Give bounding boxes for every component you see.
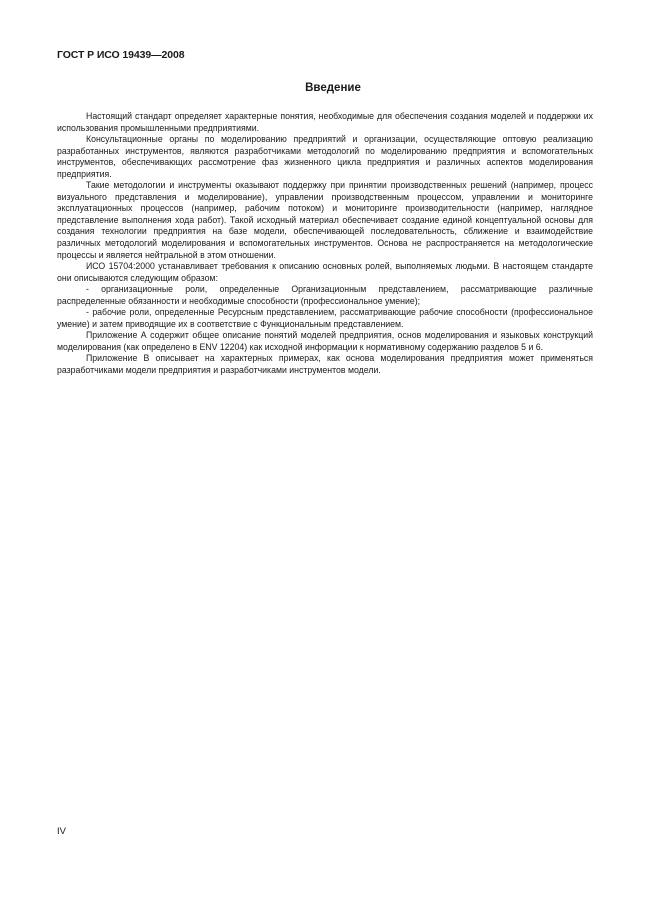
list-item: - организационные роли, определенные Организационным представлением, рассматривающие различные распределенные обязанности и необходимые способности (профессиональное умение); [57,284,593,306]
paragraph: ИСО 15704:2000 устанавливает требования к описанию основных ролей, выполняемых людьми. В настоящем стандарте они описываются следующим образом: [57,261,593,283]
body-text [57,111,593,377]
paragraph: Такие методологии и инструменты оказывают поддержку при принятии производственных решений (например, процесс визуального представления и моделирование), управлении производственным процессом, управлении и мониторинге эксплуатационных процессов (например, рабочим потоком) и мониторинге производительности (например, наглядное представление выполнения хода работ). Такой исходный материал обеспечивает создание единой концептуальной основы для создания технологии предприятия на базе модели, обеспечивающей последовательность, сближение и взаимодействие различных методологий моделирования и вспомогательных инструментов. Основа не распространяется на методологические процессы и является нейтральной в этом отношении. [57,180,593,260]
list-item: - рабочие роли, определенные Ресурсным представлением, рассматривающие рабочие способности (профессиональное умение) и затем приводящие их в соответствие с Функциональным представлением. [57,307,593,329]
section-title: Введение [305,82,361,94]
paragraph: Приложение В описывает на характерных примерах, как основа моделирования предприятия может применяться разработчиками модели предприятия и разработчиками инструментов модели. [57,353,593,376]
paragraph: Настоящий стандарт определяет характерные понятия, необходимые для обеспечения создания моделей и поддержки их использования промышленными предприятиями. [57,111,593,133]
document-header: ГОСТ Р ИСО 19439—2008 [57,49,185,61]
page-number: IV [57,826,66,837]
paragraph: Приложение А содержит общее описание понятий моделей предприятия, основ моделирования и языковых конструкций моделирования (как определено в ENV 12204) как исходной информации к нормативному содержанию разделов 5 и 6. [57,330,593,352]
paragraph: Консультационные органы по моделированию предприятий и организации, осуществляющие оптовую реализацию разработанных инструментов, являются разработчиками методологий по моделированию предприятия и вспомогательных инструментов, обеспечивающих рассмотрение фаз жизненного цикла предприятия и различных аспектов моделирования предприятия. [57,134,593,179]
